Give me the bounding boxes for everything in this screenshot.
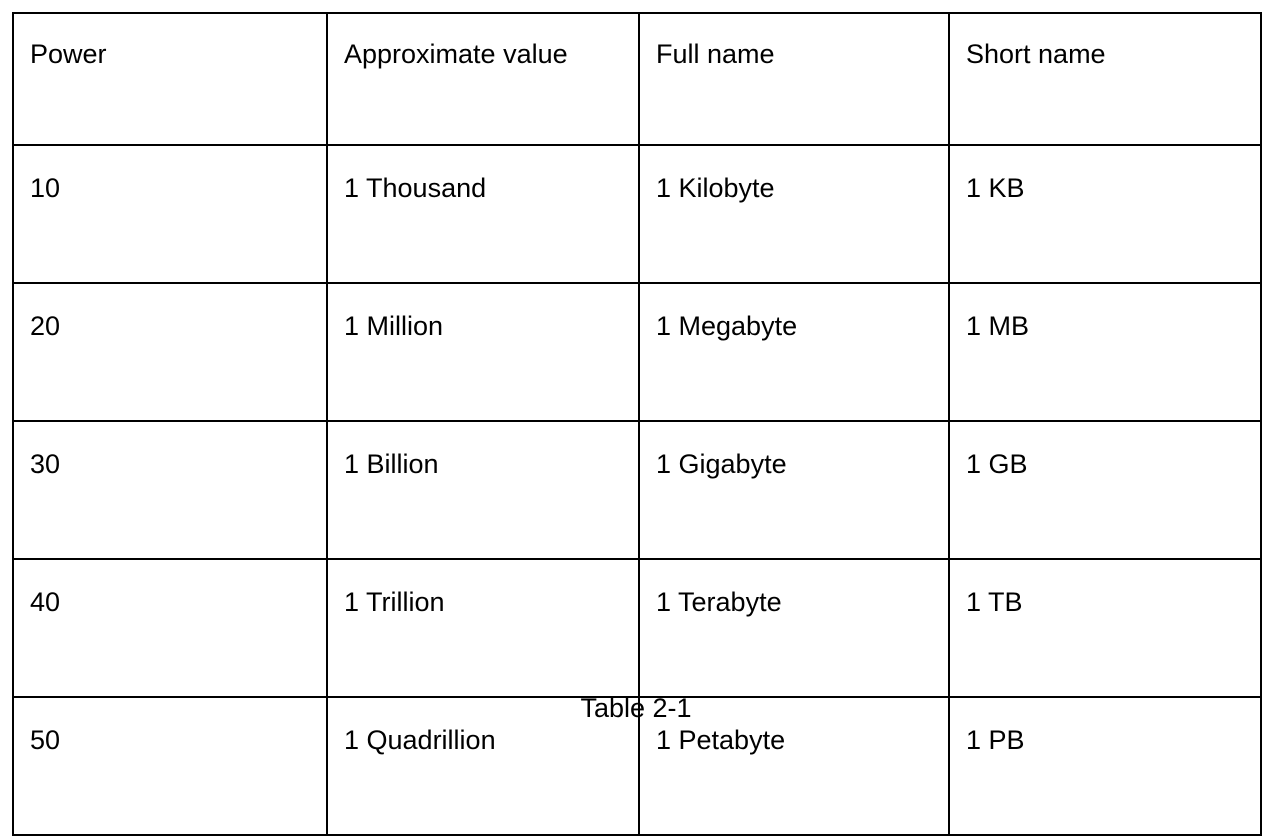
cell-power: 40 [13,559,327,697]
cell-approximate-value: 1 Trillion [327,559,639,697]
cell-full-name: 1 Petabyte [639,697,949,835]
table-row [13,421,1261,559]
cell-approximate-value: 1 Billion [327,421,639,559]
cell-full-name: 1 Gigabyte [639,421,949,559]
cell-short-name: 1 MB [949,283,1261,421]
cell-approximate-value: 1 Quadrillion [327,697,639,835]
table-row [13,283,1261,421]
cell-full-name: 1 Terabyte [639,559,949,697]
cell-approximate-value: 1 Thousand [327,145,639,283]
cell-short-name: 1 KB [949,145,1261,283]
cell-power: 10 [13,145,327,283]
table-header-row [13,13,1261,145]
column-header-short-name: Short name [949,13,1261,145]
cell-full-name: 1 Megabyte [639,283,949,421]
table-row [13,145,1261,283]
cell-power: 20 [13,283,327,421]
cell-approximate-value: 1 Million [327,283,639,421]
column-header-approximate-value: Approximate value [327,13,639,145]
table-row [13,559,1261,697]
cell-full-name: 1 Kilobyte [639,145,949,283]
table-caption: Table 2-1 [580,693,692,723]
cell-short-name: 1 TB [949,559,1261,697]
cell-short-name: 1 PB [949,697,1261,835]
cell-power: 50 [13,697,327,835]
column-header-power: Power [13,13,327,145]
cell-short-name: 1 GB [949,421,1261,559]
column-header-full-name: Full name [639,13,949,145]
cell-power: 30 [13,421,327,559]
